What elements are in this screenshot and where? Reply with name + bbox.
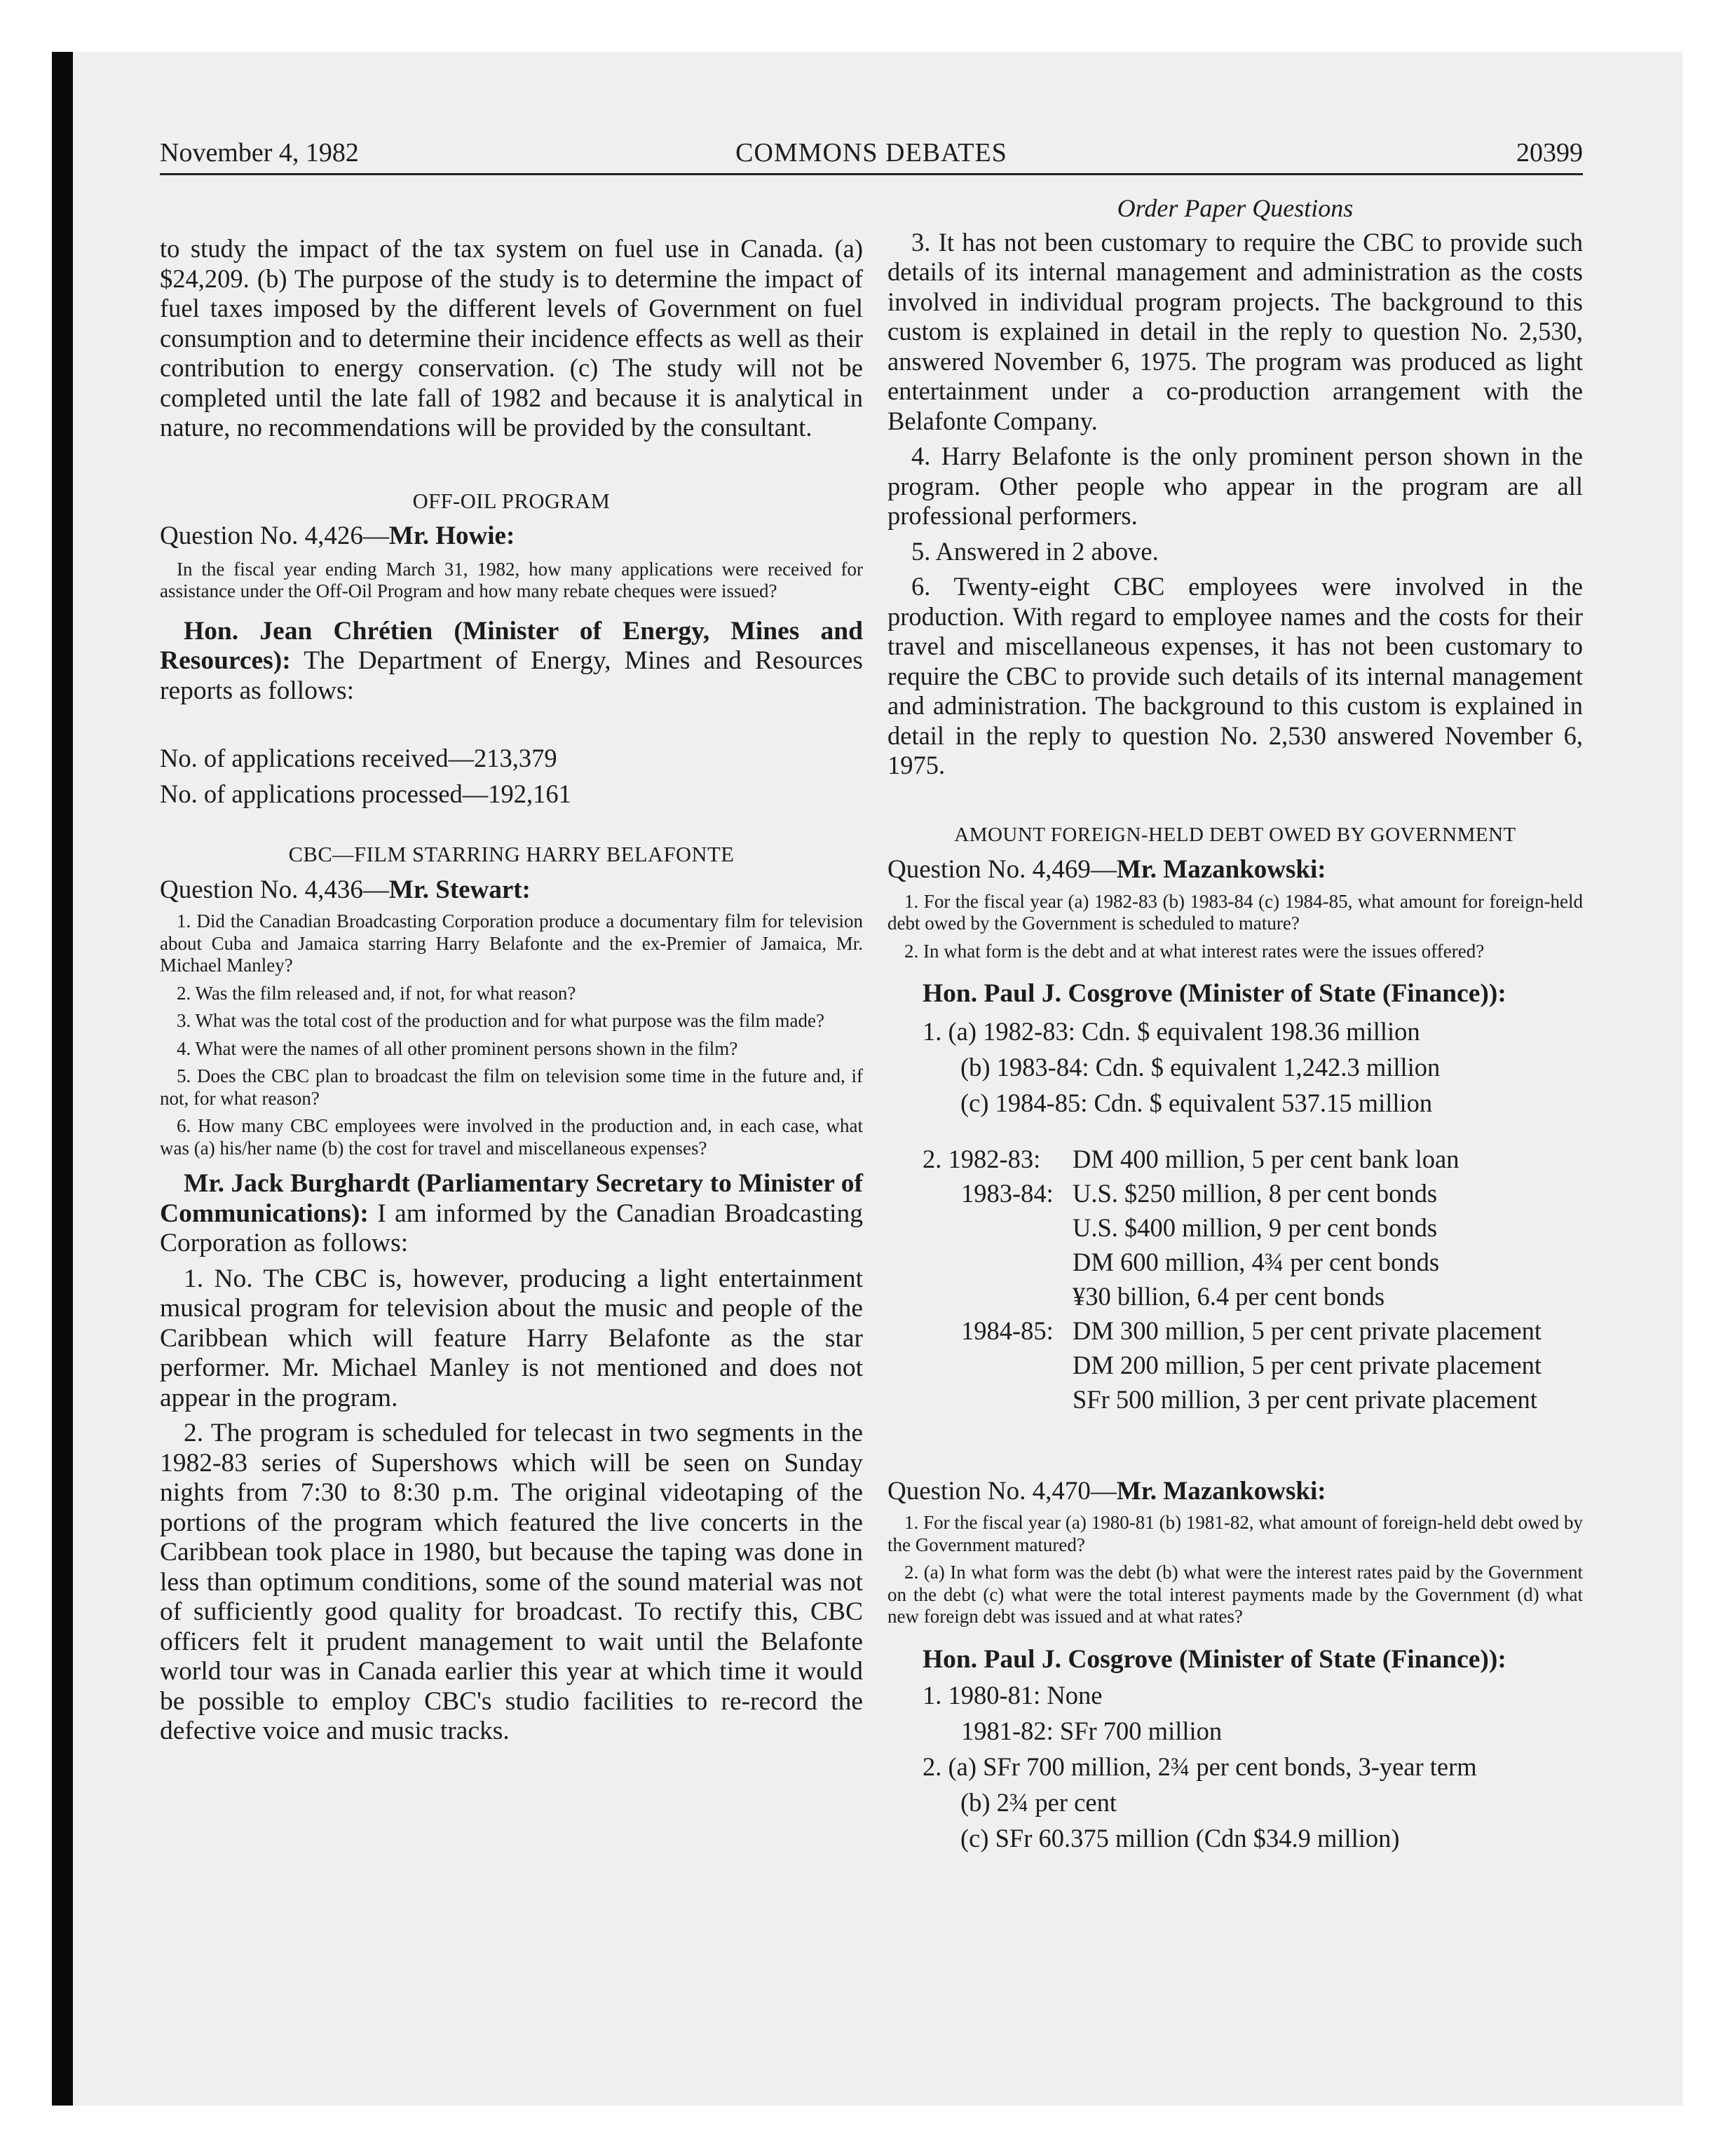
debt-year-label: 1983-84: [961, 1178, 1054, 1208]
answer-item-1: 1. No. The CBC is, however, producing a light entertainment musical program for television about the music and people of the Caribbean which will feature Harry Belafonte as the star performer. Mr. Michael Manley is not mentioned and does not appear in the program. [160, 1264, 863, 1412]
header-page-number: 20399 [1516, 138, 1583, 168]
question-items [160, 910, 863, 1159]
header-rule [160, 173, 1583, 175]
question-item: 4. What were the names of all other prominent persons shown in the film? [177, 1037, 738, 1059]
debt-issue: DM 200 million, 5 per cent private placement [1073, 1350, 1542, 1379]
question-item: 2. Was the film released and, if not, for what reason? [177, 982, 576, 1004]
question-member: Mr. Howie: [388, 521, 515, 550]
question-item: 3. What was the total cost of the production and for what purpose was the film made? [177, 1010, 824, 1031]
answer-text: I am informed by the Canadian Broadcasting Corporation as follows: [160, 1199, 863, 1257]
header-date: November 4, 1982 [160, 138, 359, 168]
question-items [887, 1512, 1583, 1628]
answer-4470 [887, 1677, 1583, 1856]
question-member: Mr. Mazankowski: [1116, 855, 1326, 884]
debt-year-row [887, 1314, 1583, 1417]
paragraph-study: to study the impact of the tax system on fuel use in Canada. (a) $24,209. (b) The purpose of the study is to determine the impact of fuel taxes imposed by the different levels of Government on fuel consumption and to determine their incidence effects as well as their contribution to energy conservation. (c) The study will not be completed until the late fall of 1982 and because it is analytical in nature, no recommendations will be provided by the consultant. [160, 234, 863, 442]
answer-text: The Department of Energy, Mines and Resources reports as follows: [160, 646, 863, 705]
debt-line: (c) 1984-85: Cdn. $ equivalent 537.15 million [960, 1088, 1433, 1117]
debt-issue: DM 400 million, 5 per cent bank loan [1073, 1144, 1460, 1173]
heading-cbc: CBC—FILM STARRING HARRY BELAFONTE [288, 842, 735, 866]
answer-speaker: Mr. Jack Burghardt (Parliamentary Secretary to Minister of Communications): [160, 1169, 863, 1228]
answer-line: (b) 2¾ per cent [960, 1788, 1117, 1817]
left-column [160, 188, 863, 1747]
question-number: Question No. 4,470— [887, 1476, 1117, 1506]
debt-line: (b) 1983-84: Cdn. $ equivalent 1,242.3 million [960, 1052, 1441, 1082]
question-4426 [160, 521, 863, 552]
debt-issue: U.S. $250 million, 8 per cent bonds [1073, 1178, 1438, 1208]
answer-burghardt [160, 1169, 863, 1259]
question-4469 [887, 855, 1583, 885]
question-item: 2. (a) In what form was the debt (b) what were the interest rates paid by the Government on the debt (c) what were the total interest payments made by the Government (d) what new foreign debt was issued and at what rates? [887, 1562, 1583, 1627]
debt-answer-1 [887, 1014, 1583, 1121]
answer-line: 1. 1980-81: None [923, 1681, 1103, 1710]
answer-line: (c) SFr 60.375 million (Cdn $34.9 million) [960, 1824, 1400, 1853]
applications-received: No. of applications received—213,379 [160, 744, 557, 772]
answer-item-2: 2. The program is scheduled for telecast in two segments in the 1982-83 series of Supershows which will be seen on Sunday nights from 7:30 to 8:30 p.m. The original videotaping of the portions of the program which featured the live concerts in the Caribbean took place in 1980, but because the taping was done in less than optimum conditions, some of the sound material was not of sufficiently good quality for broadcast. To rectify this, CBC officers felt it prudent management to wait until the Belafonte world tour was in Canada earlier this year at which time it would be possible to employ CBC's studio facilities to re-record the defective voice and music tracks. [160, 1419, 863, 1745]
answer-chretien [160, 617, 863, 707]
question-text: In the fiscal year ending March 31, 1982, how many applications were received for assistance under the Off-Oil Program and how many rebate cheques were issued? [160, 558, 863, 601]
question-number: Question No. 4,426— [160, 521, 389, 550]
answer-item-3: 3. It has not been customary to require the CBC to provide such details of its internal management and administration as the costs involved in individual program projects. The background to this custom is explained in detail in the reply to question No. 2,530, answered November 6, 1975. The program was produced as light entertainment under a co-production arrangement with the Belafonte Company. [887, 227, 1583, 435]
question-item: 2. In what form is the debt and at what interest rates were the issues offered? [904, 940, 1485, 962]
question-4470 [887, 1477, 1583, 1507]
answer-speaker: Hon. Paul J. Cosgrove (Minister of State (Finance)): [923, 1644, 1506, 1674]
question-item: 1. For the fiscal year (a) 1982-83 (b) 1983-84 (c) 1984-85, what amount for foreign-held debt owed by the Government is scheduled to mature? [887, 890, 1583, 934]
answer-item-4: 4. Harry Belafonte is the only prominent person shown in the program. Other people who appear in the program are all professional performers. [887, 442, 1583, 530]
debt-year-label: 2. 1982-83: [923, 1144, 1041, 1173]
right-column [887, 188, 1583, 1856]
debt-line: 1. (a) 1982-83: Cdn. $ equivalent 198.36 million [923, 1016, 1420, 1046]
question-number: Question No. 4,436— [160, 875, 389, 904]
debt-answer-2 [887, 1142, 1583, 1417]
heading-debt: AMOUNT FOREIGN-HELD DEBT OWED BY GOVERNMENT [954, 823, 1516, 846]
heading-off-oil: OFF-OIL PROGRAM [412, 489, 611, 513]
debt-issue: DM 300 million, 5 per cent private placement [1073, 1316, 1542, 1345]
applications-processed: No. of applications processed—192,161 [160, 779, 571, 808]
header-title: COMMONS DEBATES [735, 138, 1007, 168]
debt-issue: ¥30 billion, 6.4 per cent bonds [1073, 1281, 1385, 1311]
debt-issue: U.S. $400 million, 9 per cent bonds [1073, 1213, 1438, 1242]
scan-edge [52, 52, 73, 2106]
answer-line: 2. (a) SFr 700 million, 2¾ per cent bonds, 3-year term [923, 1752, 1477, 1781]
running-head: Order Paper Questions [1117, 194, 1354, 222]
question-items [887, 891, 1583, 963]
question-item: 6. How many CBC employees were involved in the production and, in each case, what was (a) his/her name (b) the cost for travel and miscellaneous expenses? [160, 1115, 863, 1159]
answer-item-6: 6. Twenty-eight CBC employees were involved in the production. With regard to employee names and the costs for their travel and miscellaneous expenses, it has not been customary to require the CBC to provide such details of its internal management and administration. The background to this custom is explained in detail in the reply to question No. 2,530 answered November 6, 1975. [887, 572, 1583, 779]
question-item: 5. Does the CBC plan to broadcast the film on television some time in the future and, if not, for what reason? [160, 1065, 863, 1109]
answer-line: 1981-82: SFr 700 million [961, 1717, 1223, 1745]
debt-issue: SFr 500 million, 3 per cent private placement [1073, 1384, 1537, 1414]
debt-year-row [887, 1142, 1583, 1176]
question-member: Mr. Stewart: [388, 875, 531, 904]
answer-speaker: Hon. Paul J. Cosgrove (Minister of State (Finance)): [923, 979, 1506, 1008]
debt-year-row [887, 1176, 1583, 1314]
debt-issues [1073, 1314, 1542, 1417]
question-4436 [160, 875, 863, 906]
question-member: Mr. Mazankowski: [1116, 1476, 1326, 1506]
answer-item-5: 5. Answered in 2 above. [911, 536, 1159, 566]
debt-issues [1073, 1176, 1439, 1314]
question-number: Question No. 4,469— [887, 855, 1117, 884]
question-item: 1. Did the Canadian Broadcasting Corporation produce a documentary film for television about Cuba and Jamaica starring Harry Belafonte and the ex-Premier of Jamaica, Mr. Michael Manley? [160, 910, 863, 976]
debt-issue: DM 600 million, 4¾ per cent bonds [1073, 1247, 1440, 1276]
answer-speaker: Hon. Jean Chrétien (Minister of Energy, Mines and Resources): [160, 616, 863, 675]
debt-year-label: 1984-85: [961, 1316, 1054, 1345]
question-item: 1. For the fiscal year (a) 1980-81 (b) 1981-82, what amount of foreign-held debt owed by the Government matured? [887, 1512, 1583, 1555]
